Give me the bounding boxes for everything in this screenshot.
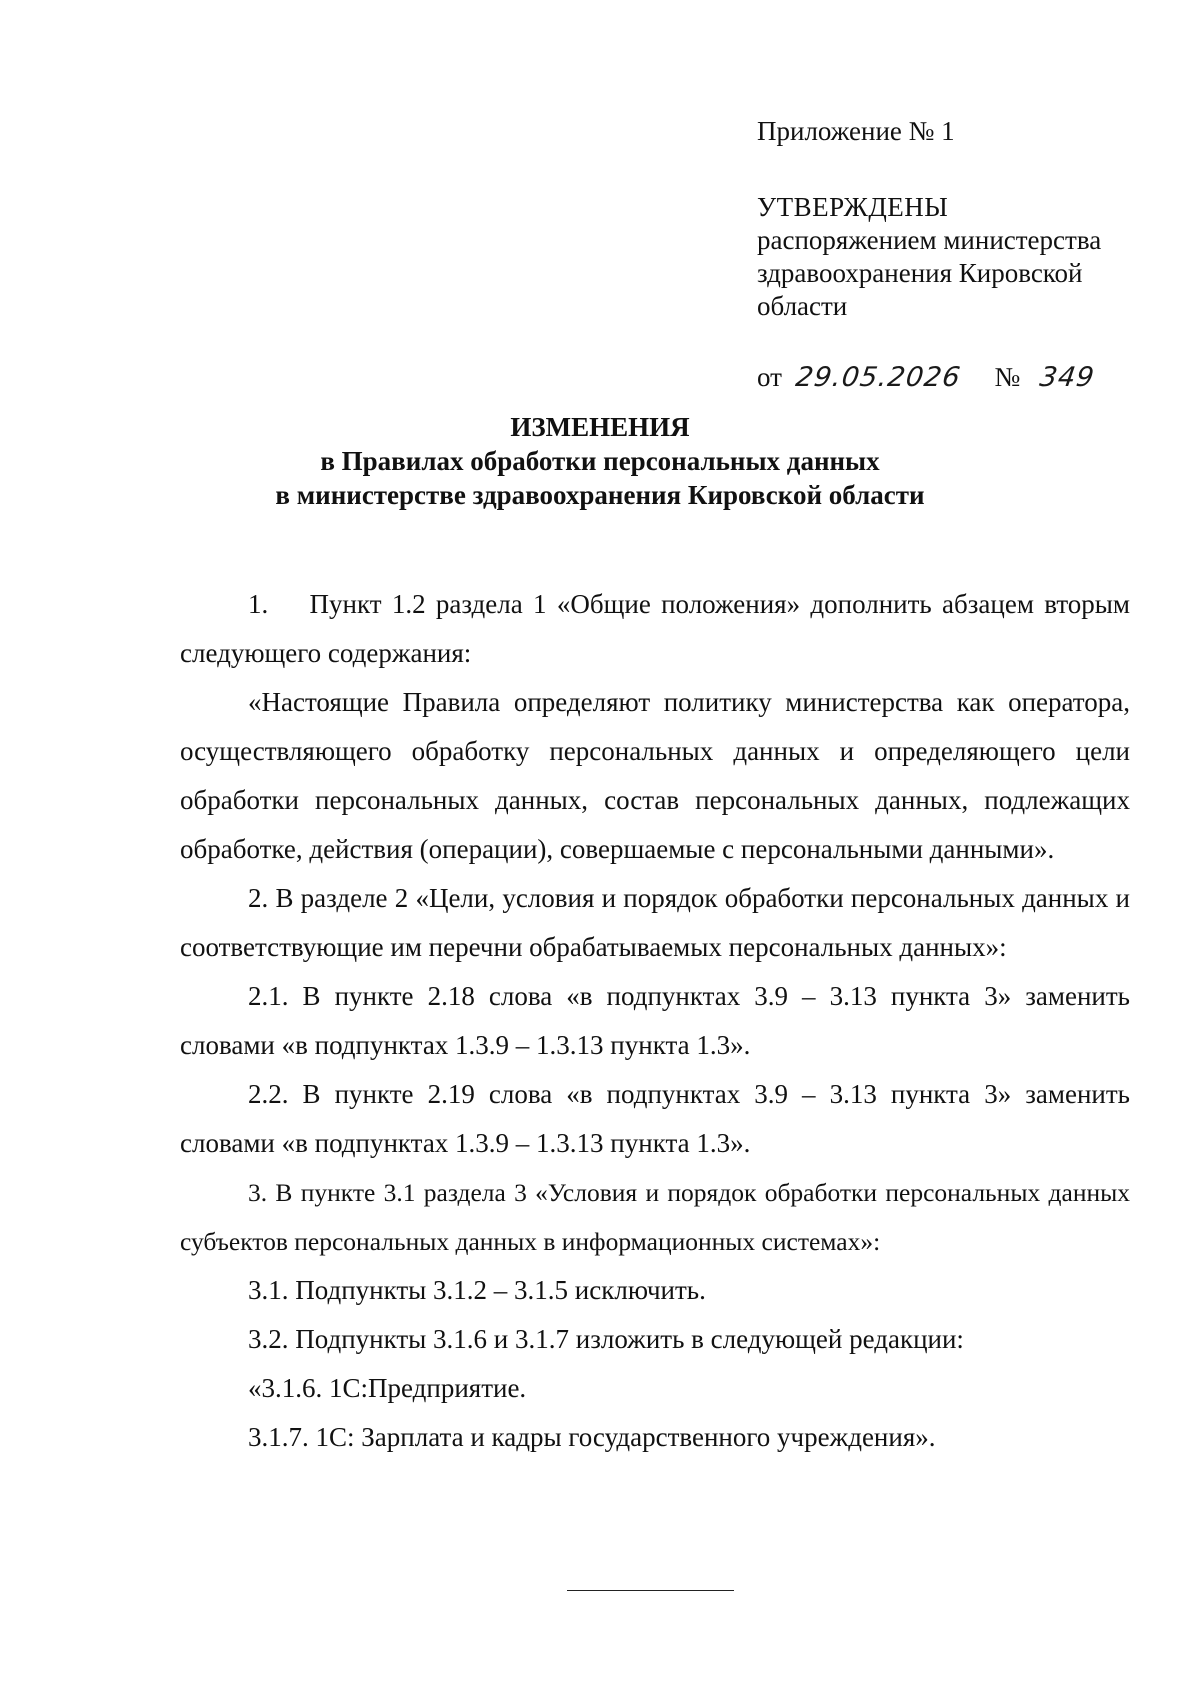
title-line-2: в Правилах обработки персональных данных <box>320 446 880 476</box>
handwritten-date: 29.05.2026 <box>793 362 963 393</box>
paragraph-2: 2. В разделе 2 «Цели, условия и порядок обработки персональных данных и соответствующие им перечни обрабатываемых персональных данных»: <box>180 883 1130 962</box>
paragraph-2-1: 2.1. В пункте 2.18 слова «в подпунктах 3.9 – 3.13 пункта 3» заменить словами «в подпунктах 1.3.9 – 1.3.13 пункта 1.3». <box>180 981 1130 1060</box>
number-sign: № <box>994 362 1021 392</box>
paragraph-quote: «Настоящие Правила определяют политику министерства как оператора, осуществляющего обработку персональных данных и определяющего цели обработки персональных данных, состав персональных данных, подлежащих обработке, действия (операции), совершаемые с персональными данными». <box>180 687 1130 864</box>
paragraph-3-1-7: 3.1.7. 1С: Зарплата и кадры государственного учреждения». <box>248 1422 936 1452</box>
approval-line-2: здравоохранения Кировской <box>757 258 1083 288</box>
paragraph-3: 3. В пункте 3.1 раздела 3 «Условия и порядок обработки персональных данных субъектов персональных данных в информационных системах»: <box>180 1178 1130 1256</box>
approval-block <box>757 115 1157 394</box>
document-title <box>0 410 1200 512</box>
appendix-label: Приложение № 1 <box>757 116 955 146</box>
closing-rule <box>567 1590 734 1591</box>
date-number-line <box>757 361 1157 394</box>
paragraph-3-1-6: «3.1.6. 1С:Предприятие. <box>248 1373 527 1403</box>
paragraph-3-1: 3.1. Подпункты 3.1.2 – 3.1.5 исключить. <box>248 1275 706 1305</box>
paragraph-1: 1. Пункт 1.2 раздела 1 «Общие положения» дополнить абзацем вторым следующего содержания: <box>180 589 1130 668</box>
approval-line-3: области <box>757 291 848 321</box>
paragraph-3-2: 3.2. Подпункты 3.1.6 и 3.1.7 изложить в следующей редакции: <box>248 1324 964 1354</box>
approval-line-1: распоряжением министерства <box>757 225 1102 255</box>
title-line-3: в министерстве здравоохранения Кировской области <box>275 480 925 510</box>
date-prefix: от <box>757 362 782 392</box>
document-body <box>180 580 1130 1462</box>
paragraph-2-2: 2.2. В пункте 2.19 слова «в подпунктах 3.9 – 3.13 пункта 3» заменить словами «в подпунктах 1.3.9 – 1.3.13 пункта 1.3». <box>180 1079 1130 1158</box>
title-line-1: ИЗМЕНЕНИЯ <box>510 412 690 442</box>
approved-heading: УТВЕРЖДЕНЫ <box>757 192 949 222</box>
handwritten-number: 349 <box>1038 362 1098 393</box>
